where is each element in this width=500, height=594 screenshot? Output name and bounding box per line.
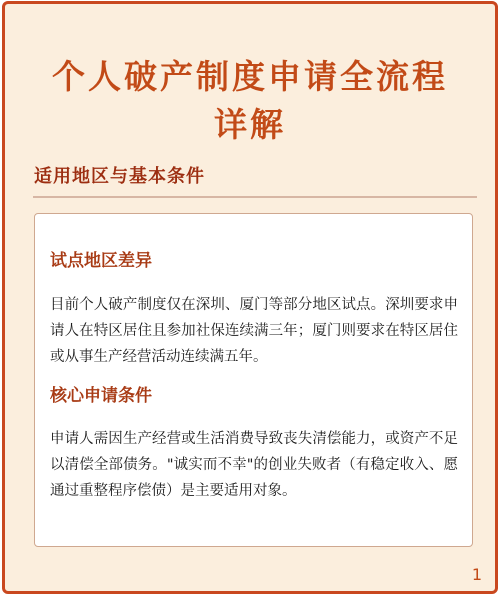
core-conditions-text: 申请人需因生产经营或生活消费导致丧失清偿能力，或资产不足以清偿全部债务。"诚实而不幸"的创业失败者（有稳定收入、愿通过重整程序偿债）是主要适用对象。 (50, 431, 458, 499)
content-card (34, 213, 473, 547)
page-title-line-1: 个人破产制度申请全流程 (52, 57, 448, 96)
section-heading: 适用地区与基本条件 (34, 166, 205, 187)
page-number: 1 (471, 565, 482, 584)
pilot-regions-heading: 试点地区差异 (50, 251, 152, 271)
section-divider (33, 196, 477, 198)
document-page (2, 1, 498, 594)
core-conditions-heading: 核心申请条件 (50, 386, 152, 406)
pilot-regions-text: 目前个人破产制度仅在深圳、厦门等部分地区试点。深圳要求申请人在特区居住且参加社保连续满三年；厦门则要求在特区居住或从事生产经营活动连续满五年。 (50, 297, 458, 365)
page-title-line-2: 详解 (214, 105, 286, 144)
